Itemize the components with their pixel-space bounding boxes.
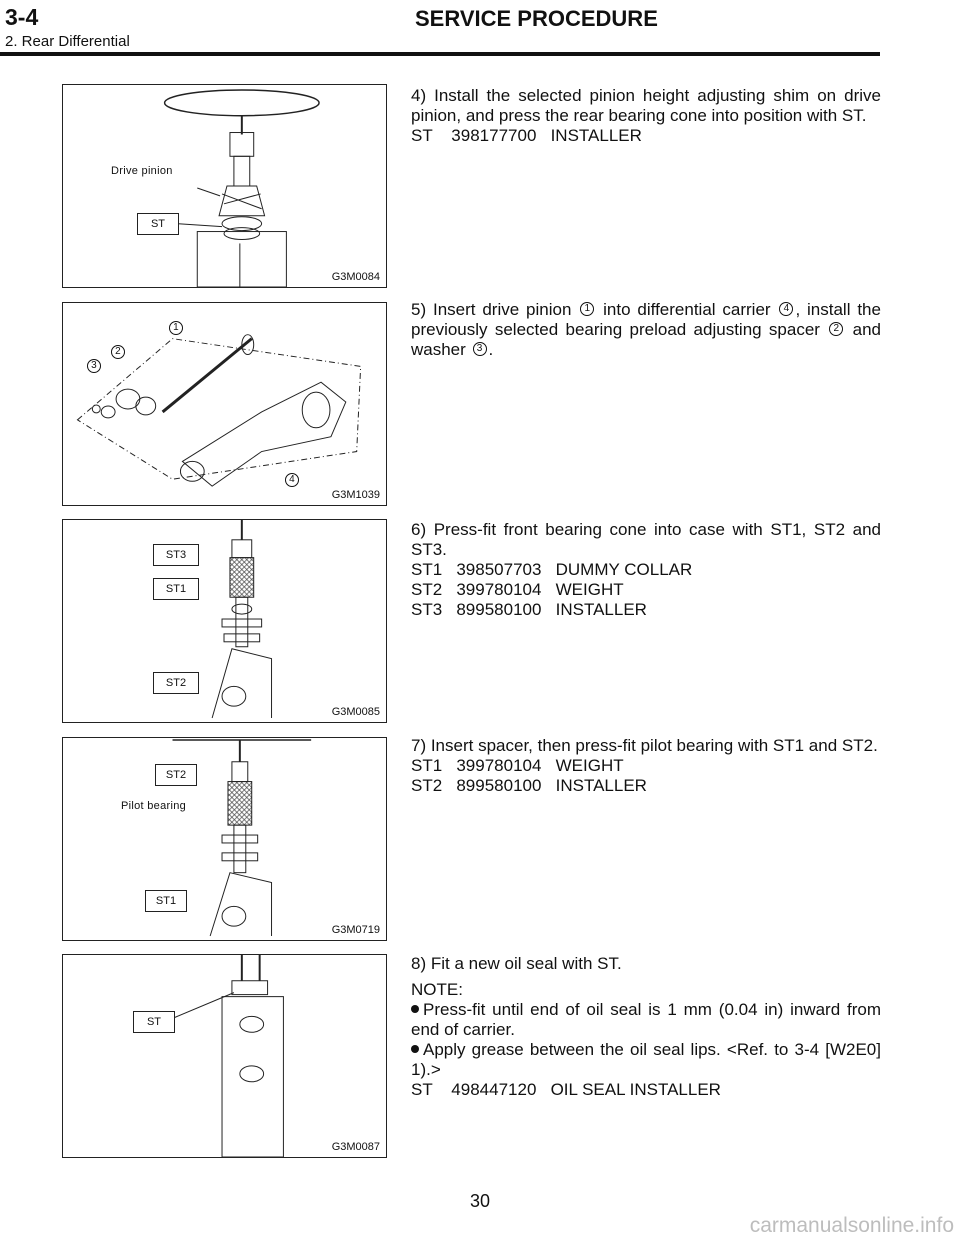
figure-pilot-bearing-press — [62, 737, 387, 941]
bullet-icon — [411, 1045, 419, 1053]
step-7-tool-2: ST2 899580100 INSTALLER — [411, 776, 647, 795]
step-7 — [411, 736, 881, 796]
step-6-tool-2: ST2 399780104 WEIGHT — [411, 580, 624, 599]
step-6-tool-3: ST3 899580100 INSTALLER — [411, 600, 647, 619]
figure-code: G3M0084 — [331, 271, 380, 283]
step-6-text: 6) Press-fit front bearing cone into case with ST1, ST2 and ST3. — [411, 520, 881, 559]
section-number: 3-4 — [5, 4, 39, 30]
step-7-tool-1: ST1 399780104 WEIGHT — [411, 756, 624, 775]
oil-seal-illustration — [63, 955, 386, 1157]
bullet-icon — [411, 1005, 419, 1013]
pilot-bearing-label: Pilot bearing — [121, 800, 187, 812]
drive-pinion-illustration — [63, 85, 386, 287]
figure-code: G3M0087 — [331, 1141, 380, 1153]
part-4-label: 4 — [283, 475, 301, 489]
part-3-label: 3 — [85, 361, 103, 375]
figure-code: G3M0085 — [331, 706, 380, 718]
figure-front-bearing-press — [62, 519, 387, 723]
st1-label: ST1 — [153, 578, 199, 600]
step-5 — [411, 300, 881, 360]
part-2-label: 2 — [109, 347, 127, 361]
st1-label: ST1 — [145, 890, 187, 912]
header-rule — [0, 52, 880, 56]
step-7-text: 7) Insert spacer, then press-fit pilot bearing with ST1 and ST2. — [411, 736, 878, 755]
step-8-text: 8) Fit a new oil seal with ST. — [411, 954, 622, 973]
part-1-label: 1 — [167, 323, 185, 337]
figure-code: G3M0719 — [331, 924, 380, 936]
st-label: ST — [137, 213, 179, 235]
step-5-text: 5) Insert drive pinion 1 into differential carrier 4 , install the previously selected bearing preload adjusting spacer 2 and washer 3 . — [411, 300, 881, 359]
step-4 — [411, 86, 881, 146]
step-6-tool-1: ST1 398507703 DUMMY COLLAR — [411, 560, 693, 579]
figure-code: G3M1039 — [331, 489, 380, 501]
ref-2: 2 — [829, 322, 843, 336]
step-4-text: 4) Install the selected pinion height adjusting shim on drive pinion, and press the rear bearing cone into position with ST. — [411, 86, 881, 125]
pilot-bearing-illustration — [63, 738, 386, 940]
ref-3: 3 — [473, 342, 487, 356]
step-6 — [411, 520, 881, 620]
page-title: SERVICE PROCEDURE — [415, 6, 658, 31]
differential-carrier-illustration — [63, 303, 386, 505]
figure-oil-seal-install — [62, 954, 387, 1158]
step-8 — [411, 954, 881, 1100]
ref-4: 4 — [779, 302, 793, 316]
page-number: 30 — [469, 1191, 491, 1211]
st2-label: ST2 — [155, 764, 197, 786]
note-label: NOTE: — [411, 980, 463, 999]
page-subtitle: 2. Rear Differential — [5, 33, 130, 50]
note-bullet-2: Apply grease between the oil seal lips. <Ref. to 3-4 [W2E0] 1).> — [411, 1040, 881, 1079]
figure-drive-pinion-install — [62, 84, 387, 288]
step-8-tool: ST 498447120 OIL SEAL INSTALLER — [411, 1080, 721, 1099]
watermark: carmanualsonline.info — [749, 1214, 954, 1237]
note-bullet-1: Press-fit until end of oil seal is 1 mm (0.04 in) inward from end of carrier. — [411, 1000, 881, 1039]
st3-label: ST3 — [153, 544, 199, 566]
step-4-tool: ST 398177700 INSTALLER — [411, 126, 642, 145]
front-bearing-illustration — [63, 520, 386, 722]
st-label: ST — [133, 1011, 175, 1033]
drive-pinion-label: Drive pinion — [111, 165, 173, 177]
st2-label: ST2 — [153, 672, 199, 694]
ref-1: 1 — [580, 302, 594, 316]
figure-differential-carrier — [62, 302, 387, 506]
